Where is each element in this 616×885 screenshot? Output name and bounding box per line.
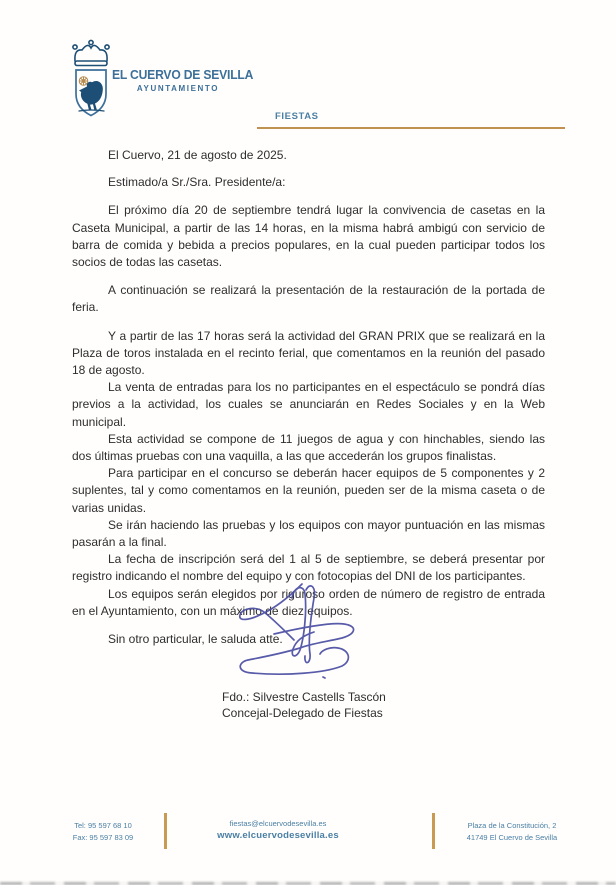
department-rule	[257, 106, 565, 129]
footer-divider	[432, 813, 435, 849]
closing-line: Sin otro particular, le saluda atte.	[108, 632, 283, 647]
footer	[0, 812, 616, 854]
signature-scribble	[225, 578, 375, 684]
footer-address-block	[442, 820, 582, 843]
paragraph: Esta actividad se compone de 11 juegos de agua y con hinchables, siendo las dos últimas pruebas con una vaquilla, a las que accederán los grupos finalistas.	[72, 431, 545, 464]
paragraph: Para participar en el concurso se deberán hacer equipos de 5 componentes y 2 suplentes, tal y como comentamos en la reunión, pueden ser de la misma caseta o de varias unidas.	[72, 466, 545, 515]
signer-title: Concejal-Delegado de Fiestas	[222, 705, 383, 720]
footer-divider	[164, 813, 167, 849]
town-crest-logo	[68, 38, 114, 122]
footer-fax: Fax: 95 597 83 09	[72, 832, 134, 842]
org-subtitle: AYUNTAMIENTO	[136, 84, 220, 93]
date-line: El Cuervo, 21 de agosto de 2025.	[108, 148, 287, 162]
footer-address-line2: 41749 El Cuervo de Sevilla	[466, 832, 558, 842]
paragraph: La venta de entradas para los no participantes en el espectáculo se pondrá días previos a la actividad, los cuales se anunciarán en Redes Sociales y en la Web municipal.	[72, 380, 545, 429]
rosette-icon	[79, 77, 88, 86]
paragraph: A continuación se realizará la presentación de la restauración de la portada de feria.	[72, 283, 545, 315]
footer-address-line1: Plaza de la Constitución, 2	[467, 821, 557, 830]
footer-phone: Tel: 95 597 68 10	[74, 821, 132, 830]
footer-email: fiestas@elcuervodesevilla.es	[229, 819, 327, 828]
crest-svg	[68, 38, 114, 122]
salutation: Estimado/a Sr./Sra. Presidente/a:	[108, 175, 286, 190]
handwritten-signature	[225, 578, 375, 684]
footer-contact-phone	[48, 820, 158, 843]
paragraph: Se irán haciendo las pruebas y los equipos con mayor puntuación en las mismas pasarán a la final.	[72, 517, 545, 550]
signer-name: Fdo.: Silvestre Castells Tascón	[222, 690, 386, 704]
paragraph: La fecha de inscripción será del 1 al 5 de septiembre, se deberá presentar por registro indicando el nombre del equipo y con fotocopias del DNI de los participantes.	[72, 552, 545, 584]
org-wordmark	[112, 68, 254, 93]
crown-icon	[73, 40, 109, 65]
paragraph: El próximo día 20 de septiembre tendrá lugar la convivencia de casetas en la Caseta Municipal, a partir de las 14 horas, en la misma habrá ambigú con servicio de barra de comida y bebida a precios populares, en la cual pueden participar todos los socios de todas las casetas.	[72, 203, 545, 270]
department-label: FIESTAS	[275, 111, 319, 122]
paragraph: Los equipos serán elegidos por riguroso orden de número de registro de entrada en el Ayuntamiento, con un máximo de diez equipos.	[72, 586, 545, 618]
letter-body	[72, 147, 545, 648]
footer-web-block	[188, 818, 368, 841]
org-name: EL CUERVO DE SEVILLA	[112, 68, 254, 82]
signer-block	[222, 690, 386, 721]
footer-website: www.elcuervodesevilla.es	[217, 829, 339, 841]
paragraph: Y a partir de las 17 horas será la actividad del GRAN PRIX que se realizará en la Plaza de toros instalada en el recinto ferial, que comentamos en la reunión del pasado 18 de agosto.	[72, 328, 545, 378]
